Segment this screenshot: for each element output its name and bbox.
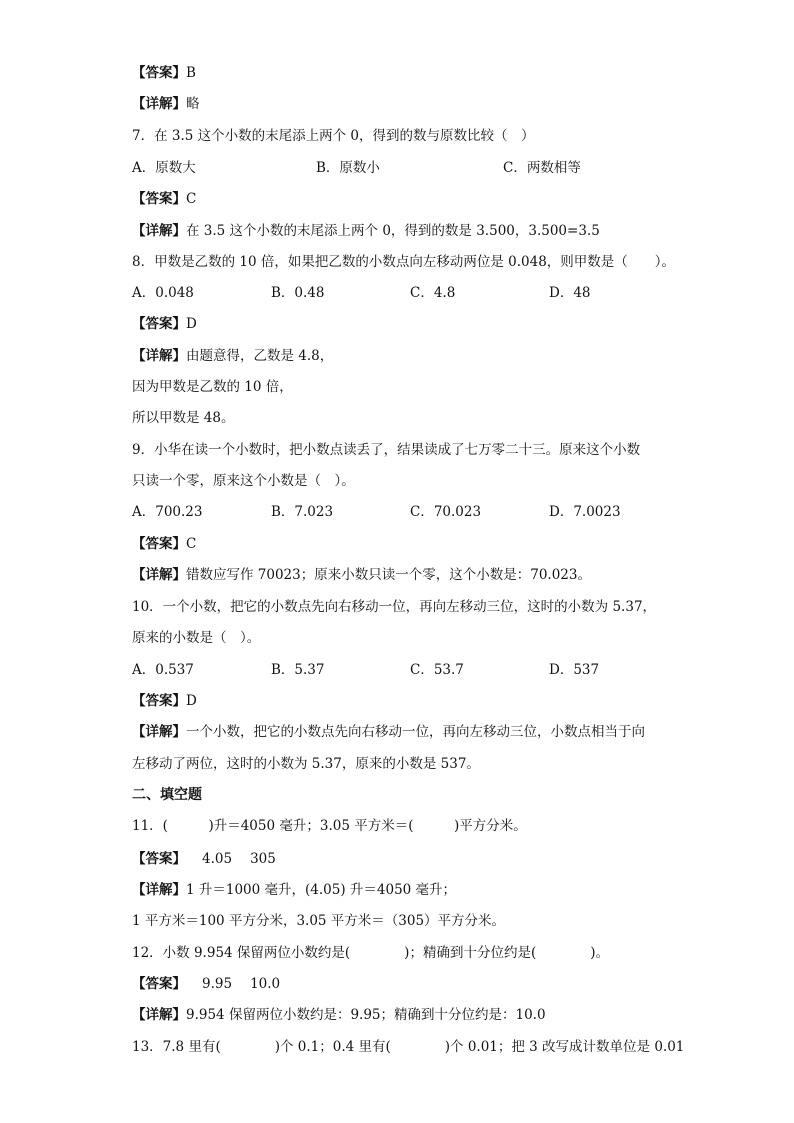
answer-line — [132, 314, 197, 334]
line-tag: 【答案】 — [132, 191, 186, 207]
option-a: A．原数大 — [132, 160, 196, 176]
line-tag: 【详解】 — [132, 223, 186, 239]
option-d: D．7.0023 — [549, 504, 621, 520]
option-c: C．4.8 — [410, 285, 456, 301]
answer-line — [132, 691, 197, 711]
answer-line — [132, 849, 276, 869]
explanation-line — [132, 94, 200, 114]
options-row — [132, 283, 692, 303]
line-tag: 【答案】 — [132, 316, 186, 332]
options-row — [132, 502, 692, 522]
question-text: 9．小华在读一个小数时，把小数点读丢了，结果读成了七万零二十三。原来这个小数 — [132, 442, 641, 458]
line-tag: 【详解】 — [132, 567, 186, 583]
explanation-line — [132, 565, 591, 585]
answer-value-1: 4.05 — [202, 851, 233, 867]
line-text: C — [186, 191, 197, 207]
explanation-line — [132, 880, 456, 900]
line-tag: 【详解】 — [132, 882, 186, 898]
line-text: 错数应写作 70023；原来小数只读一个零，这个小数是：70.023。 — [186, 567, 591, 583]
answer-value-2: 10.0 — [250, 976, 281, 992]
option-c: C．53.7 — [410, 662, 464, 678]
line-text: D — [186, 693, 197, 709]
explanation-line — [132, 221, 600, 241]
explanation-line — [132, 1005, 546, 1025]
answer-line — [132, 534, 196, 554]
line-tag: 【答案】 — [132, 693, 186, 709]
explanation-line — [132, 346, 333, 366]
line-text: B — [186, 65, 196, 81]
option-b: B．7.023 — [271, 504, 334, 520]
explanation-text: 因为甲数是乙数的 10 倍， — [132, 379, 293, 395]
option-b: B．0.48 — [271, 285, 325, 301]
options-row — [132, 660, 692, 680]
explanation-text: 左移动了两位，这时的小数为 5.37，原来的小数是 537。 — [132, 756, 480, 772]
question-text: 11．( )升＝4050 毫升；3.05 平方米＝( )平方分米。 — [132, 818, 527, 834]
options-row — [132, 158, 692, 178]
question-text: 13．7.8 里有( )个 0.1；0.4 里有( )个 0.01；把 3 改写成计数单位是 0.01 — [132, 1039, 685, 1055]
line-text: 1 升＝1000 毫升，(4.05) 升＝4050 毫升； — [186, 882, 457, 898]
option-a: A．0.537 — [132, 662, 194, 678]
option-c: C．两数相等 — [503, 160, 581, 176]
question-text: 原来的小数是（ ）。 — [132, 630, 261, 646]
option-a: A．0.048 — [132, 285, 194, 301]
option-b: B．5.37 — [271, 662, 325, 678]
option-d: D．537 — [549, 662, 600, 678]
question-text: 12．小数 9.954 保留两位小数约是( )；精确到十分位约是( )。 — [132, 945, 609, 961]
option-d: D．48 — [549, 285, 591, 301]
answer-line — [132, 189, 196, 209]
line-text: 由题意得，乙数是 4.8， — [186, 348, 334, 364]
line-text: 9.954 保留两位小数约是：9.95；精确到十分位约是：10.0 — [186, 1007, 546, 1023]
option-a: A．700.23 — [132, 504, 203, 520]
line-tag: 【答案】 — [132, 536, 186, 552]
answer-line — [132, 974, 280, 994]
line-tag: 【详解】 — [132, 348, 186, 364]
answer-line — [132, 63, 196, 83]
option-b: B．原数小 — [316, 160, 380, 176]
answer-value-2: 305 — [250, 851, 276, 867]
explanation-text: 1 平方米＝100 平方分米，3.05 平方米＝（305）平方分米。 — [132, 913, 506, 929]
line-text: 略 — [186, 96, 200, 112]
line-text: 一个小数，把它的小数点先向右移动一位，再向左移动三位，小数点相当于向 — [186, 724, 645, 740]
question-text: 7．在 3.5 这个小数的末尾添上两个 0，得到的数与原数比较（ ） — [132, 128, 535, 144]
line-tag: 【详解】 — [132, 96, 186, 112]
question-text: 只读一个零，原来这个小数是（ ）。 — [132, 473, 355, 489]
line-tag: 【答案】 — [132, 851, 186, 867]
line-tag: 【详解】 — [132, 1007, 186, 1023]
option-c: C．70.023 — [410, 504, 482, 520]
line-text: C — [186, 536, 197, 552]
line-text: 在 3.5 这个小数的末尾添上两个 0，得到的数是 3.500，3.500=3.5 — [186, 223, 600, 239]
question-text: 8．甲数是乙数的 10 倍，如果把乙数的小数点向左移动两位是 0.048，则甲数是（ ）。 — [132, 254, 676, 270]
line-text: D — [186, 316, 197, 332]
line-tag: 【答案】 — [132, 976, 186, 992]
explanation-text: 所以甲数是 48。 — [132, 410, 235, 426]
line-tag: 【详解】 — [132, 724, 186, 740]
answer-value-1: 9.95 — [202, 976, 233, 992]
section-heading: 二、填空题 — [132, 787, 202, 803]
explanation-line — [132, 722, 645, 742]
line-tag: 【答案】 — [132, 65, 186, 81]
question-text: 10．一个小数，把它的小数点先向右移动一位，再向左移动三位，这时的小数为 5.37， — [132, 599, 657, 615]
